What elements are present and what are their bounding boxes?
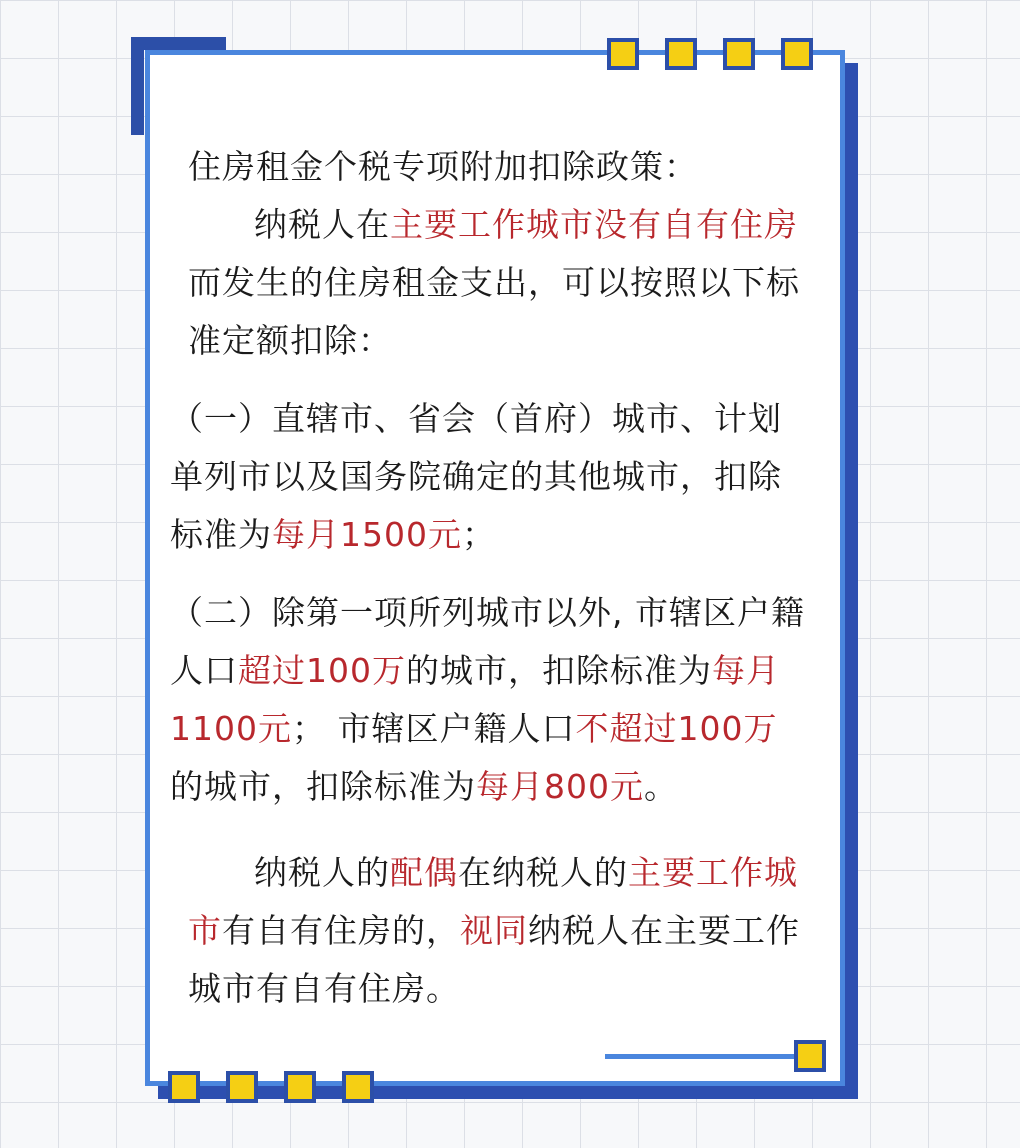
spacer — [170, 816, 810, 844]
text-run: 而发生的住房租金支出，可以按照以下标准定额扣除： — [188, 263, 800, 360]
text-run: 纳税人的 — [254, 853, 390, 892]
policy-item-1 — [170, 390, 810, 564]
highlight-text: 主要工作城市没有自有住房 — [390, 205, 798, 244]
text-run: 除第一项所列城市以外, 市辖区户籍人口 — [170, 593, 805, 690]
intro-paragraph — [170, 196, 810, 370]
highlight-text: 视同 — [460, 911, 528, 950]
highlight-text: 超过100万 — [238, 651, 406, 690]
highlight-text: 每月1500元 — [272, 515, 462, 554]
text-run: ； — [461, 515, 496, 554]
highlight-text: 主要工作城市 — [188, 853, 798, 950]
yellow-square-icon — [342, 1071, 374, 1103]
yellow-square-icon — [284, 1071, 316, 1103]
item-number: （一） — [170, 399, 272, 438]
spacer — [170, 370, 810, 390]
text-run: 在纳税人的 — [458, 853, 628, 892]
text-run: 直辖市、省会（首府）城市、计划单列市以及国务院确定的其他城市，扣除标准为 — [170, 399, 782, 554]
policy-title: 住房租金个税专项附加扣除政策： — [188, 147, 698, 186]
yellow-square-icon — [168, 1071, 200, 1103]
text-run: 纳税人在 — [254, 205, 390, 244]
yellow-square-icon — [723, 38, 755, 70]
decorative-rail — [605, 1054, 800, 1059]
yellow-square-icon — [781, 38, 813, 70]
text-run: 纳税人在主要工作城市有自有住房。 — [188, 911, 800, 1008]
text-run: 的城市，扣除标准为 — [170, 767, 476, 806]
item-number: （二） — [170, 593, 272, 632]
yellow-square-icon — [607, 38, 639, 70]
closing-paragraph — [170, 844, 810, 1018]
text-run: 。 — [644, 767, 678, 806]
corner-accent-vertical — [131, 37, 144, 135]
policy-text — [170, 138, 810, 1018]
policy-item-2 — [170, 584, 810, 816]
yellow-square-icon — [665, 38, 697, 70]
spacer — [170, 564, 810, 584]
highlight-text: 配偶 — [390, 853, 458, 892]
yellow-square-icon — [794, 1040, 826, 1072]
text-run: 的城市，扣除标准为 — [406, 651, 712, 690]
highlight-text: 每月800元 — [476, 767, 644, 806]
text-run: 有自有住房的， — [222, 911, 460, 950]
text-run: ； 市辖区户籍人口 — [291, 709, 576, 748]
highlight-text: 不超过100万 — [575, 709, 778, 748]
yellow-square-icon — [226, 1071, 258, 1103]
corner-accent-horizontal — [131, 37, 226, 50]
highlight-text: 每月1100元 — [170, 651, 780, 748]
